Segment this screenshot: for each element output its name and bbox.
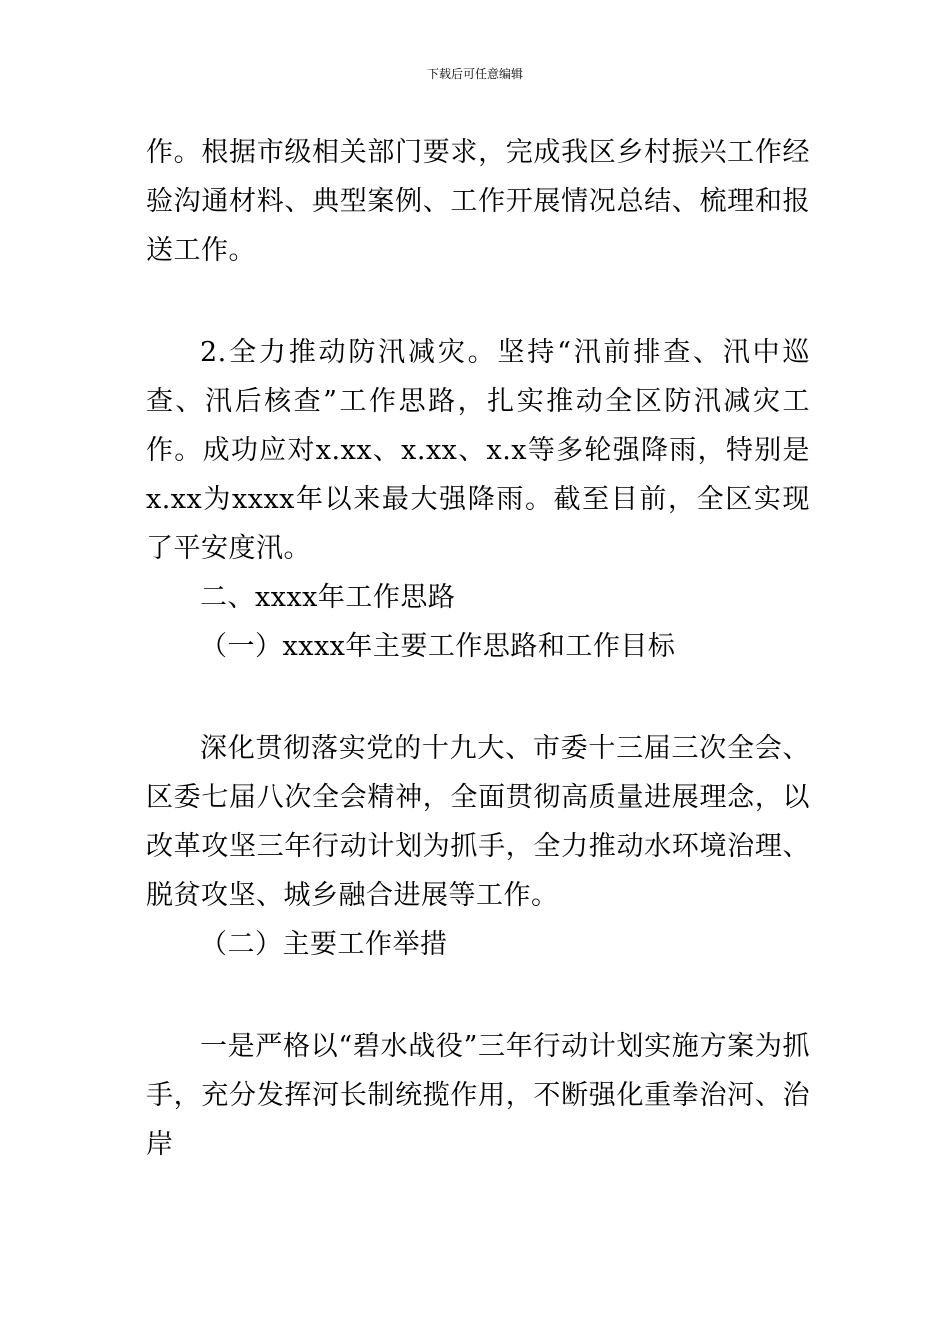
page-header-note: 下载后可任意编辑 <box>426 67 523 81</box>
subsection-heading-2: （二）主要工作举措 <box>200 929 448 960</box>
paragraph-continuation: 作。根据市级相关部门要求，完成我区乡村振兴工作经验沟通材料、典型案例、工作开展情况总结、梳理和报送工作。 <box>146 137 810 266</box>
paragraph-flood-control: 2.全力推动防汛减灾。坚持“汛前排查、汛中巡查、汛后核查”工作思路，扎实推动全区防汛减灾工作。成功应对x.xx、x.xx、x.x等多轮强降雨，特别是x.xx为xxxx年以来最大强降雨。截至目前，全区实现了平安度汛。 <box>146 337 810 564</box>
paragraph-measures: 一是严格以“碧水战役”三年行动计划实施方案为抓手，充分发挥河长制统揽作用，不断强化重拳治河、治岸 <box>146 1031 810 1160</box>
section-heading: 二、xxxx年工作思路 <box>200 582 456 613</box>
paragraph-work-goals: 深化贯彻落实党的十九大、市委十三届三次全会、区委七届八次全会精神，全面贯彻高质量进展理念，以改革攻坚三年行动计划为抓手，全力推动水环境治理、脱贫攻坚、城乡融合进展等工作。 <box>146 733 810 911</box>
document-body <box>146 128 810 1169</box>
subsection-heading-1: （一）xxxx年主要工作思路和工作目标 <box>200 631 676 662</box>
